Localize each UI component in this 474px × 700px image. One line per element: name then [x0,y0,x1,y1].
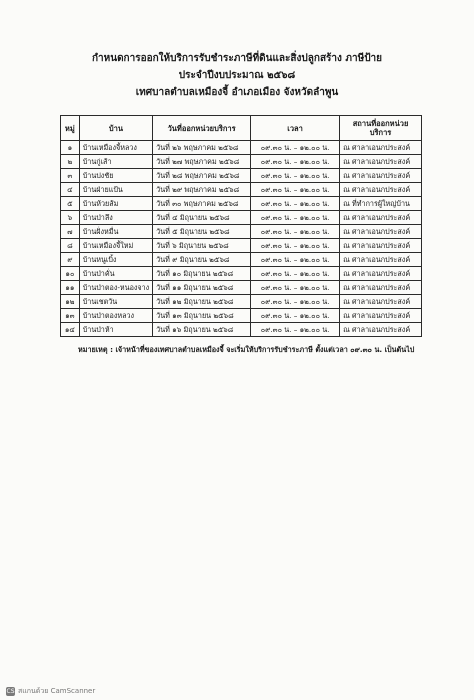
cell-service-place: ณ ศาลาเอนกประสงค์ [340,309,422,323]
cell-village: บ้านป่าลึง [79,211,152,225]
cell-service-place: ณ ศาลาเอนกประสงค์ [340,155,422,169]
cell-village: บ้านป่าตอง-หนองจาง [79,281,152,295]
cell-moo: ๒ [61,155,80,169]
cell-service-date: วันที่ ๓๐ พฤษภาคม ๒๕๖๘ [153,197,251,211]
camscanner-logo-icon: CS [6,687,15,695]
cell-moo: ๙ [61,253,80,267]
table-row [61,197,422,211]
cell-moo: ๘ [61,239,80,253]
cell-service-place: ณ ศาลาเอนกประสงค์ [340,281,422,295]
column-header-moo: หมู่ [61,116,80,141]
cell-service-place: ณ ศาลาเอนกประสงค์ [340,225,422,239]
cell-village: บ้านกู่เส้า [79,155,152,169]
cell-time: ๐๙.๓๐ น. – ๑๒.๐๐ น. [251,239,340,253]
cell-moo: ๑๓ [61,309,80,323]
table-row [61,323,422,337]
table-row [61,141,422,155]
table-row [61,183,422,197]
cell-village: บ้านเหมืองจี้หลวง [79,141,152,155]
cell-service-date: วันที่ ๕ มิถุนายน ๒๕๖๘ [153,225,251,239]
cell-moo: ๑๔ [61,323,80,337]
cell-service-date: วันที่ ๑๑ มิถุนายน ๒๕๖๘ [153,281,251,295]
cell-village: บ้านฝั่งหมื่น [79,225,152,239]
cell-time: ๐๙.๓๐ น. – ๑๒.๐๐ น. [251,225,340,239]
fiscal-year-line: ประจำปีงบประมาณ ๒๕๖๘ [178,70,296,81]
cell-service-date: วันที่ ๒๘ พฤษภาคม ๒๕๖๘ [153,169,251,183]
column-header-service-place: สถานที่ออกหน่วยบริการ [340,116,422,141]
cell-village: บ้านป่าตองหลวง [79,309,152,323]
cell-service-date: วันที่ ๔ มิถุนายน ๒๕๖๘ [153,211,251,225]
column-header-time: เวลา [251,116,340,141]
cell-service-date: วันที่ ๑๐ มิถุนายน ๒๕๖๘ [153,267,251,281]
cell-village: บ้านเชตวัน [79,295,152,309]
cell-service-date: วันที่ ๑๖ มิถุนายน ๒๕๖๘ [153,323,251,337]
cell-service-place: ณ ศาลาเอนกประสงค์ [340,267,422,281]
document-title: กำหนดการออกให้บริการรับชำระภาษีที่ดินและสิ่งปลูกสร้าง ภาษีป้าย [91,53,383,64]
cell-time: ๐๙.๓๐ น. – ๑๒.๐๐ น. [251,295,340,309]
table-row [61,267,422,281]
cell-moo: ๑๒ [61,295,80,309]
cell-moo: ๗ [61,225,80,239]
cell-service-place: ณ ศาลาเอนกประสงค์ [340,141,422,155]
cell-time: ๐๙.๓๐ น. – ๑๒.๐๐ น. [251,309,340,323]
table-row [61,253,422,267]
cell-service-place: ณ ศาลาเอนกประสงค์ [340,295,422,309]
table-row [61,169,422,183]
cell-moo: ๖ [61,211,80,225]
cell-service-place: ณ ศาลาเอนกประสงค์ [340,323,422,337]
column-header-village: บ้าน [79,116,152,141]
cell-service-place: ณ ศาลาเอนกประสงค์ [340,183,422,197]
schedule-table [60,115,422,337]
cell-moo: ๓ [61,169,80,183]
cell-service-date: วันที่ ๖ มิถุนายน ๒๕๖๘ [153,239,251,253]
cell-village: บ้านเหมืองจี้ใหม่ [79,239,152,253]
cell-time: ๐๙.๓๐ น. – ๑๒.๐๐ น. [251,211,340,225]
cell-moo: ๔ [61,183,80,197]
cell-time: ๐๙.๓๐ น. – ๑๒.๐๐ น. [251,141,340,155]
table-row [61,225,422,239]
cell-time: ๐๙.๓๐ น. – ๑๒.๐๐ น. [251,169,340,183]
cell-service-date: วันที่ ๑๒ มิถุนายน ๒๕๖๘ [153,295,251,309]
cell-service-place: ณ ศาลาเอนกประสงค์ [340,211,422,225]
cell-service-date: วันที่ ๒๖ พฤษภาคม ๒๕๖๘ [153,141,251,155]
cell-village: บ้านฝ่ายแป้น [79,183,152,197]
table-row [61,239,422,253]
cell-time: ๐๙.๓๐ น. – ๑๒.๐๐ น. [251,197,340,211]
table-header-row [61,116,422,141]
cell-village: บ้านหนูเบิ้ง [79,253,152,267]
remark-note: หมายเหตุ : เจ้าหน้าที่ของเทศบาลตำบลเหมืองจี้ จะเริ่มให้บริการรับชำระภาษี ตั้งแต่เวลา ๐๙.๓๐ น. เป็นต้นไป [78,345,415,354]
table-row [61,281,422,295]
cell-time: ๐๙.๓๐ น. – ๑๒.๐๐ น. [251,323,340,337]
cell-village: บ้านป่าคั่น [79,267,152,281]
cell-time: ๐๙.๓๐ น. – ๑๒.๐๐ น. [251,281,340,295]
cell-service-date: วันที่ ๙ มิถุนายน ๒๕๖๘ [153,253,251,267]
table-row [61,295,422,309]
scanner-watermark [6,686,95,697]
column-header-service-date: วันที่ออกหน่วยบริการ [153,116,251,141]
cell-time: ๐๙.๓๐ น. – ๑๒.๐๐ น. [251,267,340,281]
cell-moo: ๑ [61,141,80,155]
cell-moo: ๕ [61,197,80,211]
cell-moo: ๑๑ [61,281,80,295]
cell-service-date: วันที่ ๑๓ มิถุนายน ๒๕๖๘ [153,309,251,323]
cell-village: บ้านห้วยส้ม [79,197,152,211]
cell-moo: ๑๐ [61,267,80,281]
cell-time: ๐๙.๓๐ น. – ๑๒.๐๐ น. [251,155,340,169]
cell-service-place: ณ ศาลาเอนกประสงค์ [340,169,422,183]
cell-service-date: วันที่ ๒๗ พฤษภาคม ๒๕๖๘ [153,155,251,169]
cell-service-place: ณ ที่ทำการผู้ใหญ่บ้าน [340,197,422,211]
cell-service-place: ณ ศาลาเอนกประสงค์ [340,239,422,253]
cell-service-place: ณ ศาลาเอนกประสงค์ [340,253,422,267]
table-row [61,155,422,169]
table-body [61,141,422,337]
municipality-line: เทศบาลตำบลเหมืองจี้ อำเภอเมือง จังหวัดลำพูน [135,87,339,98]
cell-village: บ้านปงชัย [79,169,152,183]
cell-village: บ้านป่าห้า [79,323,152,337]
table-row [61,309,422,323]
cell-service-date: วันที่ ๒๙ พฤษภาคม ๒๕๖๘ [153,183,251,197]
cell-time: ๐๙.๓๐ น. – ๑๒.๐๐ น. [251,253,340,267]
scanner-watermark-text: สแกนด้วย CamScanner [18,687,96,695]
table-row [61,211,422,225]
cell-time: ๐๙.๓๐ น. – ๑๒.๐๐ น. [251,183,340,197]
